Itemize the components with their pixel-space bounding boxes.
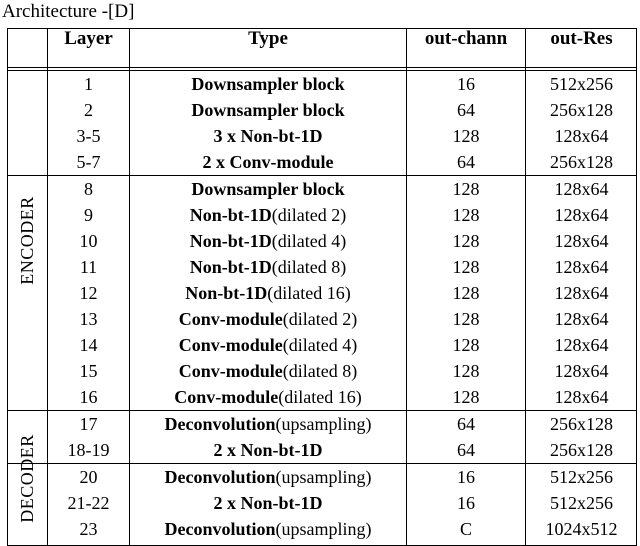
row-type-detail: (dilated 4) xyxy=(282,335,358,355)
row-out-res-cell: 128x64 xyxy=(554,335,609,355)
row-out-chann-cell: 128 xyxy=(452,335,480,355)
row-type-name: Deconvolution xyxy=(164,414,276,434)
row-type-cell xyxy=(130,332,406,358)
row-type-cell xyxy=(130,280,406,306)
row-type-cell xyxy=(130,123,406,149)
row-type-cell xyxy=(130,306,406,332)
row-out-res-cell: 128x64 xyxy=(554,126,609,146)
header-type: Type xyxy=(248,28,288,49)
row-out-chann-cell: 128 xyxy=(452,179,480,199)
row-out-res-cell: 128x64 xyxy=(554,361,609,381)
row-type-name: Non-bt-1D xyxy=(185,283,268,303)
row-type-name: Deconvolution xyxy=(164,519,276,539)
row-type-name: Conv-module xyxy=(174,387,279,407)
row-layer-cell: 9 xyxy=(84,205,93,225)
row-type-detail: (upsampling) xyxy=(275,519,372,539)
row-layer-cell: 3-5 xyxy=(76,126,101,146)
row-layer-cell: 20 xyxy=(79,467,98,487)
row-type-name: Downsampler block xyxy=(191,74,345,94)
row-type-detail: (dilated 2) xyxy=(282,309,358,329)
row-layer-cell: 21-22 xyxy=(67,493,110,513)
row-type-name: 3 x Non-bt-1D xyxy=(213,126,323,146)
row-out-res-cell: 128x64 xyxy=(554,283,609,303)
row-type-cell xyxy=(130,437,406,463)
row-layer-cell: 15 xyxy=(79,361,98,381)
row-type-cell xyxy=(130,358,406,384)
section-decoder-label: DECODER xyxy=(16,433,37,523)
row-layer-cell: 11 xyxy=(79,257,98,277)
row-out-chann-cell: 128 xyxy=(452,283,480,303)
row-type-name: Conv-module xyxy=(178,309,283,329)
row-type-name: Downsampler block xyxy=(191,179,345,199)
row-out-chann-cell: 128 xyxy=(452,309,480,329)
row-type-detail: (upsampling) xyxy=(275,467,372,487)
row-out-res-cell: 1024x512 xyxy=(545,519,618,539)
row-out-res-cell: 128x64 xyxy=(554,387,609,407)
row-type-name: Non-bt-1D xyxy=(189,205,272,225)
row-out-chann-cell: 128 xyxy=(452,231,480,251)
row-type-name: Non-bt-1D xyxy=(189,231,272,251)
row-out-res-cell: 128x64 xyxy=(554,205,609,225)
row-type-detail: (dilated 2) xyxy=(271,205,347,225)
section-encoder-label: ENCODER xyxy=(16,196,37,285)
row-out-res-cell: 256x128 xyxy=(550,414,613,434)
row-type-detail: (dilated 16) xyxy=(278,387,362,407)
row-type-name: Conv-module xyxy=(178,361,283,381)
row-type-detail: (dilated 8) xyxy=(282,361,358,381)
row-type-detail: (dilated 16) xyxy=(267,283,351,303)
row-layer-cell: 8 xyxy=(84,179,93,199)
row-out-res-cell: 512x256 xyxy=(550,493,613,513)
row-type-name: 2 x Conv-module xyxy=(202,152,334,172)
row-out-res-cell: 128x64 xyxy=(554,179,609,199)
row-type-detail: (dilated 8) xyxy=(271,257,347,277)
row-out-chann-cell: 64 xyxy=(457,152,475,172)
row-out-chann-cell: 128 xyxy=(452,387,480,407)
row-out-chann-cell: C xyxy=(459,519,472,539)
row-layer-cell: 23 xyxy=(79,519,98,539)
row-out-chann-cell: 16 xyxy=(457,493,475,513)
row-type-cell xyxy=(130,176,406,202)
row-layer-cell: 13 xyxy=(79,309,98,329)
row-layer-cell: 14 xyxy=(79,335,98,355)
row-out-res-cell: 128x64 xyxy=(554,309,609,329)
row-type-cell xyxy=(130,516,406,542)
row-out-res-cell: 256x128 xyxy=(550,440,613,460)
row-type-name: 2 x Non-bt-1D xyxy=(213,493,323,513)
row-type-name: Deconvolution xyxy=(164,467,276,487)
section-encoder xyxy=(7,72,47,409)
row-type-detail: (upsampling) xyxy=(275,414,372,434)
row-type-cell xyxy=(130,490,406,516)
row-layer-cell: 18-19 xyxy=(67,440,110,460)
row-out-res-cell: 256x128 xyxy=(550,100,613,120)
row-layer-cell: 1 xyxy=(84,74,93,94)
row-out-res-cell: 512x256 xyxy=(550,467,613,487)
row-out-chann-cell: 64 xyxy=(457,100,475,120)
row-layer-cell: 16 xyxy=(79,387,98,407)
row-layer-cell: 12 xyxy=(79,283,98,303)
row-out-chann-cell: 64 xyxy=(457,414,475,434)
row-out-chann-cell: 16 xyxy=(457,74,475,94)
header-out-res: out-Res xyxy=(550,28,613,49)
table-caption: Architecture -[D] xyxy=(2,1,135,22)
row-layer-cell: 17 xyxy=(79,414,98,434)
row-out-res-cell: 128x64 xyxy=(554,231,609,251)
row-type-cell xyxy=(130,254,406,280)
row-out-chann-cell: 16 xyxy=(457,467,475,487)
row-type-cell xyxy=(130,384,406,410)
row-type-cell xyxy=(130,202,406,228)
row-out-chann-cell: 128 xyxy=(452,257,480,277)
row-out-res-cell: 512x256 xyxy=(550,74,613,94)
row-layer-cell: 2 xyxy=(84,100,93,120)
row-type-cell xyxy=(130,411,406,437)
row-type-cell xyxy=(130,149,406,175)
header-rule xyxy=(7,67,637,68)
row-type-cell xyxy=(130,71,406,97)
row-type-name: Downsampler block xyxy=(191,100,345,120)
header-layer: Layer xyxy=(64,28,113,49)
row-out-chann-cell: 128 xyxy=(452,205,480,225)
row-type-name: Non-bt-1D xyxy=(189,257,272,277)
row-layer-cell: 5-7 xyxy=(76,152,101,172)
row-type-cell xyxy=(130,228,406,254)
row-type-name: 2 x Non-bt-1D xyxy=(213,440,323,460)
row-out-chann-cell: 128 xyxy=(452,126,480,146)
header-out-chann: out-chann xyxy=(424,28,508,49)
row-layer-cell: 10 xyxy=(79,231,98,251)
row-type-cell xyxy=(130,464,406,490)
row-out-chann-cell: 64 xyxy=(457,440,475,460)
row-type-name: Conv-module xyxy=(178,335,283,355)
section-decoder xyxy=(7,411,47,545)
row-out-chann-cell: 128 xyxy=(452,361,480,381)
row-out-res-cell: 256x128 xyxy=(550,152,613,172)
row-type-detail: (dilated 4) xyxy=(271,231,347,251)
row-type-cell xyxy=(130,97,406,123)
row-out-res-cell: 128x64 xyxy=(554,257,609,277)
